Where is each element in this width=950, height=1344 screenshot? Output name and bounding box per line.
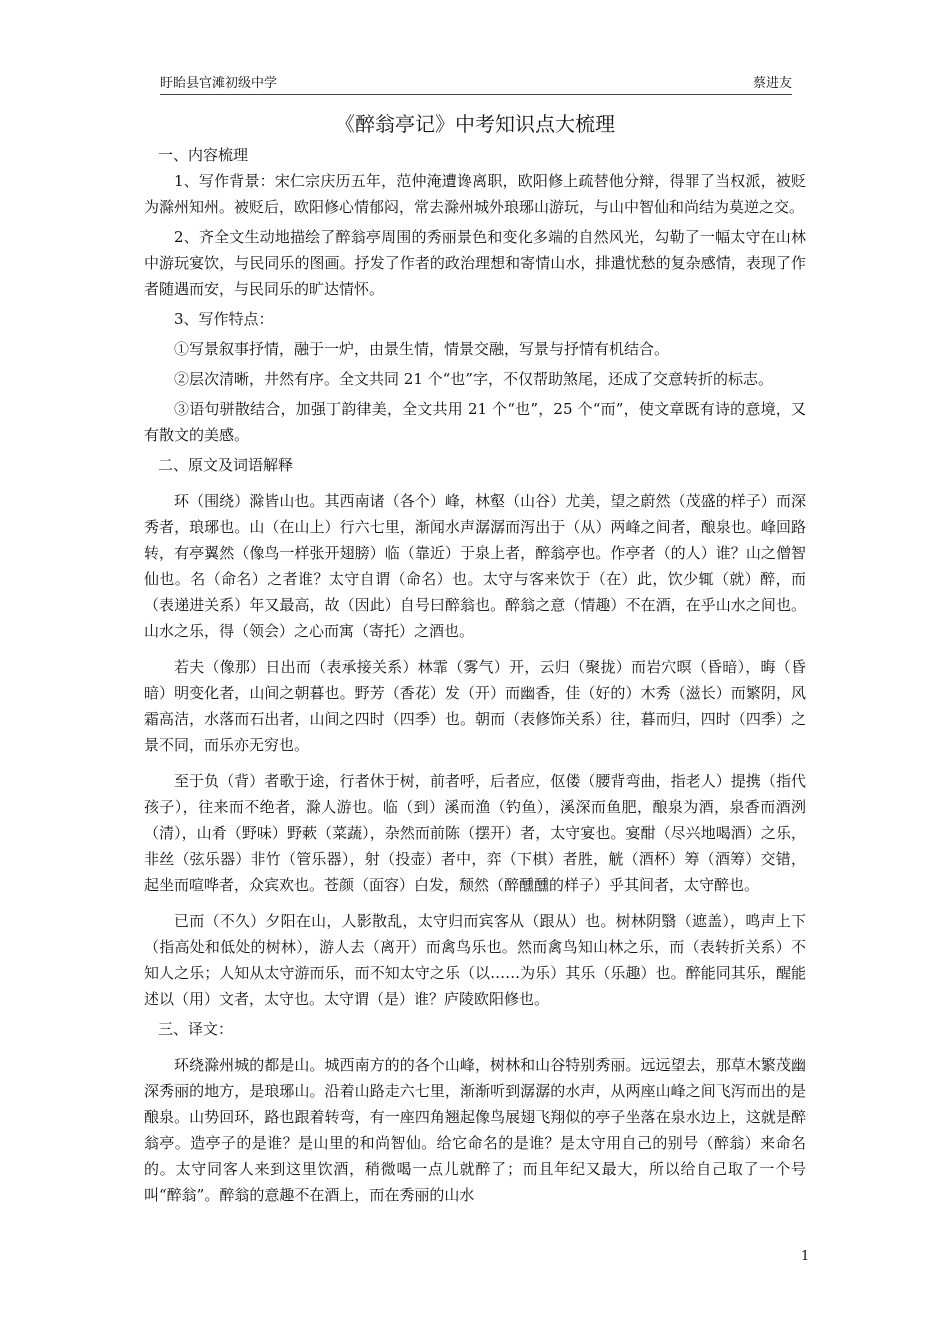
section-heading-original: 二、原文及词语解释	[158, 456, 294, 474]
section-heading-translation: 三、译文：	[158, 1020, 234, 1038]
paragraph-original-4: 已而（不久）夕阳在山，人影散乱，太守归而宾客从（跟从）也。树林阴翳（遮盖），鸣声上下（指高处和低处的树林），游人去（离开）而禽鸟乐也。然而禽鸟知山林之乐，而（表转折关系）不知人之乐；人知从太守游而乐，而不知太守之乐（以……为乐）其乐（乐趣）也。醉能同其乐，醒能述以（用）文者，太守也。太守谓（是）谁？庐陵欧阳修也。	[144, 912, 806, 1008]
paragraph-original-2: 若夫（像那）日出而（表承接关系）林霏（雾气）开，云归（聚拢）而岩穴暝（昏暗），晦（昏暗）明变化者，山间之朝暮也。野芳（香花）发（开）而幽香，佳（好的）木秀（滋长）而繁阴，风霜高洁，水落而石出者，山间之四时（四季）也。朝而（表修饰关系）往，暮而归，四时（四季）之景不同，而乐亦无穷也。	[144, 658, 806, 754]
school-name: 盱眙县官滩初级中学	[160, 76, 278, 91]
author-name: 蔡进友	[752, 76, 792, 91]
paragraph-feature-1: ①写景叙事抒情，融于一炉，由景生情，情景交融，写景与抒情有机结合。	[174, 340, 670, 358]
paragraph-features-heading: 3、写作特点：	[174, 310, 274, 328]
page-header	[160, 72, 792, 95]
paragraph-feature-3: ③语句骈散结合，加强丁韵律美，全文共用 21 个“也”，25 个“而”，使文章既有诗的意境，又有散文的美感。	[144, 400, 806, 444]
paragraph-background: 1、写作背景：宋仁宗庆历五年，范仲淹遭谗离职，欧阳修上疏替他分辩，得罪了当权派，被贬为滁州知州。被贬后，欧阳修心情郁闷，常去滁州城外琅琊山游玩，与山中智仙和尚结为莫逆之交。	[144, 172, 806, 216]
paragraph-translation-1: 环绕滁州城的都是山。城西南方的的各个山峰，树林和山谷特别秀丽。远远望去，那草木繁茂幽深秀丽的地方，是琅琊山。沿着山路走六七里，渐渐听到潺潺的水声，从两座山峰之间飞泻而出的是酿泉。山势回环，路也跟着转弯，有一座四角翘起像鸟展翅飞翔似的亭子坐落在泉水边上，这就是醉翁亭。造亭子的是谁？是山里的和尚智仙。给它命名的是谁？是太守用自己的别号（醉翁）来命名的。太守同客人来到这里饮酒，稍微喝一点儿就醉了；而且年纪又最大，所以给自己取了一个号叫“醉翁”。醉翁的意趣不在酒上，而在秀丽的山水	[144, 1056, 806, 1204]
paragraph-original-3: 至于负（背）者歌于途，行者休于树，前者呼，后者应，伛偻（腰背弯曲，指老人）提携（指代孩子），往来而不绝者，滁人游也。临（到）溪而渔（钓鱼），溪深而鱼肥，酿泉为酒，泉香而酒洌（清），山肴（野味）野蔌（菜蔬），杂然而前陈（摆开）者，太守宴也。宴酣（尽兴地喝酒）之乐，非丝（弦乐器）非竹（管乐器），射（投壶）者中，弈（下棋）者胜，觥（酒杯）筹（酒筹）交错，起坐而喧哗者，众宾欢也。苍颜（面容）白发，颓然（醉醺醺的样子）乎其间者，太守醉也。	[144, 772, 806, 894]
page-number: 1	[801, 1249, 810, 1264]
document-title: 《醉翁亭记》中考知识点大梳理	[335, 112, 615, 136]
section-heading-content: 一、内容梳理	[158, 146, 249, 164]
paragraph-theme: 2、齐全文生动地描绘了醉翁亭周围的秀丽景色和变化多端的自然风光，勾勒了一幅太守在山林中游玩宴饮，与民同乐的图画。抒发了作者的政治理想和寄情山水，排遣忧愁的复杂感情，表现了作者随遇而安，与民同乐的旷达情怀。	[144, 228, 806, 298]
paragraph-original-1: 环（围绕）滁皆山也。其西南诸（各个）峰，林壑（山谷）尤美，望之蔚然（茂盛的样子）而深秀者，琅琊也。山（在山上）行六七里，渐闻水声潺潺而泻出于（从）两峰之间者，酿泉也。峰回路转，有亭翼然（像鸟一样张开翅膀）临（靠近）于泉上者，醉翁亭也。作亭者（的人）谁？山之僧智仙也。名（命名）之者谁？太守自谓（命名）也。太守与客来饮于（在）此，饮少辄（就）醉，而（表递进关系）年又最高，故（因此）自号曰醉翁也。醉翁之意（情趣）不在酒，在乎山水之间也。山水之乐，得（领会）之心而寓（寄托）之酒也。	[144, 492, 806, 640]
paragraph-feature-2: ②层次清晰，井然有序。全文共同 21 个“也”字，不仅帮助煞尾，还成了交意转折的标志。	[174, 370, 773, 388]
document-body	[144, 108, 806, 1212]
